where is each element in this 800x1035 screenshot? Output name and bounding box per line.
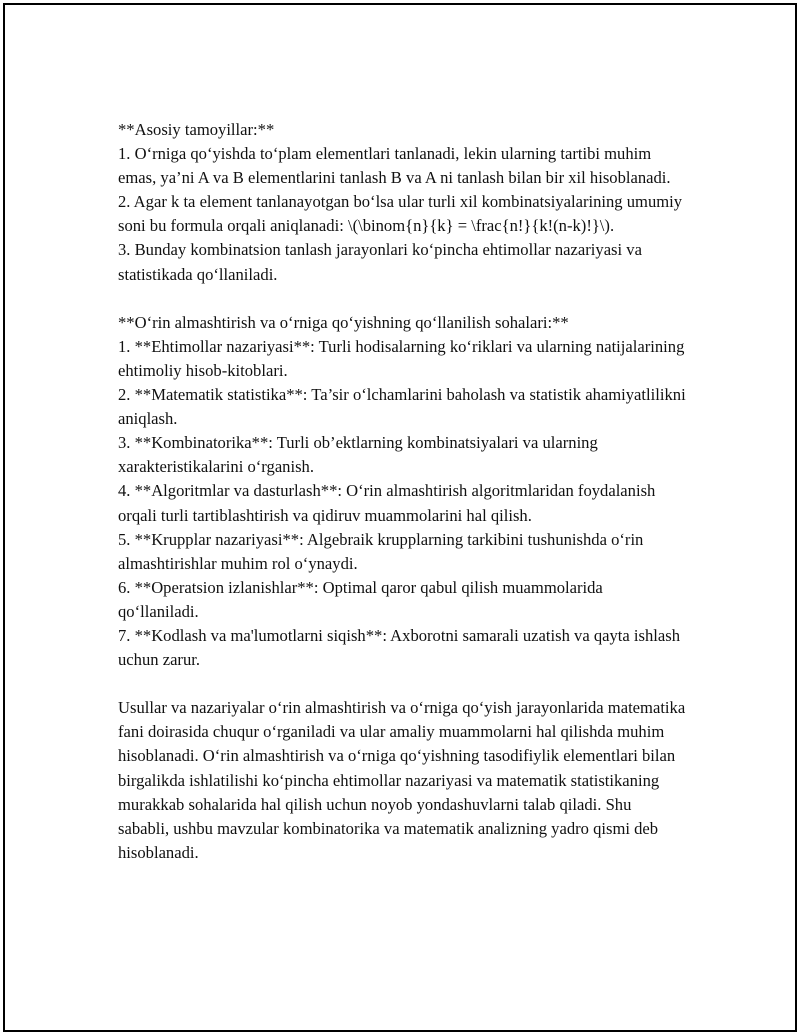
application-item-6: 6. **Operatsion izlanishlar**: Optimal qaror qabul qilish muammolarida qo‘llaniladi. [118, 577, 603, 621]
paragraph-gap [118, 672, 686, 696]
application-item-3: 3. **Kombinatorika**: Turli ob’ektlarning kombinatsiyalari va ularning xarakteristikalarini o‘rganish. [118, 433, 598, 477]
section-heading-applications: **O‘rin almashtirish va o‘rniga qo‘yishning qo‘llanilish sohalari:** [118, 312, 569, 332]
principle-item-2: 2. Agar k ta element tanlanayotgan bo‘lsa ular turli xil kombinatsiyalarining umumiy soni bu formula orqali aniqlanadi: \(\binom{n}{k} = \frac{n!}{k!(n-k)!}\). [118, 192, 683, 236]
principle-item-3: 3. Bunday kombinatsion tanlash jarayonlari ko‘pincha ehtimollar nazariyasi va statistikada qo‘llaniladi. [118, 240, 642, 284]
application-item-2: 2. **Matematik statistika**: Ta’sir o‘lchamlarini baholash va statistik ahamiyatlilikni aniqlash. [118, 385, 686, 429]
application-item-5: 5. **Krupplar nazariyasi**: Algebraik krupplarning tarkibini tushunishda o‘rin almashtirishlar muhim rol o‘ynaydi. [118, 529, 644, 573]
principle-item-1: 1. O‘rniga qo‘yishda to‘plam elementlari tanlanadi, lekin ularning tartibi muhim emas, ya’ni A va B elementlarini tanlash B va A ni tanlash bilan bir xil hisoblanadi. [118, 144, 671, 188]
document-body [118, 118, 686, 865]
section-heading-principles: **Asosiy tamoyillar:** [118, 120, 275, 139]
application-item-4: 4. **Algoritmlar va dasturlash**: O‘rin almashtirish algoritmlaridan foydalanish orqali turli tartiblashtirish va qidiruv muammolarini hal qilish. [118, 481, 656, 525]
application-item-1: 1. **Ehtimollar nazariyasi**: Turli hodisalarning ko‘riklari va ularning natijalarining ehtimoliy hisob-kitoblari. [118, 336, 685, 380]
application-item-7: 7. **Kodlash va ma'lumotlarni siqish**: Axborotni samarali uzatish va qayta ishlash uchun zarur. [118, 625, 681, 670]
paragraph-gap [118, 287, 686, 311]
conclusion-paragraph: Usullar va nazariyalar o‘rin almashtirish va o‘rniga qo‘yish jarayonlarida matematika fani doirasida chuqur o‘rganiladi va ular amaliy muammolarni hal qilishda muhim hisoblanadi. O‘rin almashtirish va o‘rniga qo‘yishning tasodifiylik elementlari bilan birgalikda ishlatilishi ko‘pincha ehtimollar nazariyasi va matematik statistikaning murakkab sohalarida hal qilish uchun noyob yondashuvlarni talab qiladi. Shu sababli, ushbu mavzular kombinatorika va matematik analizning yadro qismi deb hisoblanadi. [118, 698, 686, 862]
